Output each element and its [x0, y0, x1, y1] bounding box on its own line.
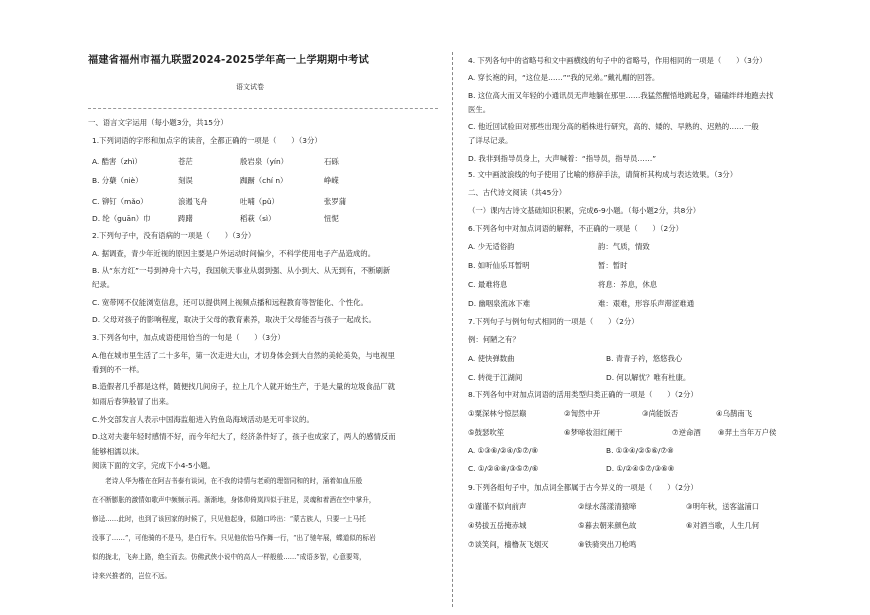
option-cell: 踌躇 [178, 214, 193, 223]
option-cell: ⑥对酒当歌，人生几何 [686, 521, 760, 530]
option-cell: 石砾 [324, 157, 339, 166]
option-cell: 暂：暂时 [598, 261, 628, 270]
option-cell: ②绿水荡漾清猿啼 [578, 502, 637, 511]
option-cell: ④势拔五岳掩赤城 [468, 521, 527, 530]
option-text: D. 父母对孩子的影响程度，取决于父母的教育素养，取决于父母能否与孩子一起成长。 [92, 315, 376, 324]
option-cell: ⑤暮去朝来颜色故 [578, 521, 637, 530]
question-stem: 6.下列各句中对加点词语的解释，不正确的一项是（ ）（2分） [468, 224, 683, 233]
question-stem: 3.下列各句中，加点成语使用恰当的一句是（ ）（3分） [92, 333, 285, 342]
option-text: C. 宽带网不仅能浏览信息，还可以提供网上视频点播和远程教育等智能化、个性化。 [92, 298, 368, 307]
option-text: C. ①/②④⑧/③⑤⑦/⑥ [468, 464, 539, 473]
option-cell: 稻萩（sì） [240, 214, 276, 223]
example-sentence: 例：何陋之有？ [468, 335, 520, 344]
option-cell: 将息：养息，休息 [598, 280, 658, 289]
page-title: 福建省福州市福九联盟2024-2025学年高一上学期期中考试 [88, 55, 369, 66]
page-subtitle: 语文试卷 [236, 83, 264, 91]
list-item: ⑧羿土当年万户侯 [718, 428, 777, 437]
option-cell: 吐哺（pǔ） [240, 197, 279, 206]
option-text: B. 青青子衿，悠悠我心 [606, 354, 683, 363]
list-item: ②訇然中开 [564, 409, 601, 418]
list-item: ①粟深林兮惊层巅 [468, 409, 527, 418]
option-cell: 忸怩 [324, 214, 339, 223]
option-text: C. 转徙于江湖间 [468, 373, 523, 382]
option-text: D. ①/②④⑤⑦/③⑥⑧ [606, 464, 675, 473]
column-divider [452, 52, 453, 607]
option-cell: 难：艰难，形容乐声滞涩难通 [598, 299, 695, 308]
question-stem: 5. 文中画波浪线的句子使用了比喻的修辞手法，请简析其构成与表达效果。（3分） [468, 170, 738, 179]
section-heading: 二、古代诗文阅读（共45分） [468, 188, 567, 197]
option-cell: A. 酷害（zhì） [92, 157, 142, 166]
option-cell: D. 纶（guān）巾 [92, 214, 151, 223]
option-cell: 殷岩泉（yín） [240, 157, 289, 166]
option-cell: 刻误 [178, 176, 193, 185]
option-text: 看到的不一样。 [92, 365, 144, 374]
option-cell: 浪遏飞舟 [178, 197, 208, 206]
list-item: ⑤鼓瑟吹笙 [468, 428, 505, 437]
passage-line: 没事了……”，可他骑的不是马，是白行车。只见他依怡马作舞一行，“出了驰年展，蝶道似的标岩 [92, 534, 376, 542]
subsection-heading: （一）课内古诗文基础知识积累，完成6-9小题。（每小题2分，共8分） [468, 206, 701, 215]
option-text: B. 这位高大而又年轻的小通讯员无声地躺在那里……我猛然醒悟地跳起身，磕磕绊绊地跑去找 [468, 91, 774, 100]
option-cell: 踟蹰（chí n） [240, 176, 288, 185]
option-cell: D. 幽咽泉流冰下难 [468, 299, 531, 308]
option-cell: C. 铆钉（mǎo） [92, 197, 148, 206]
option-text: A. 据调查，青少年近视的原因主要是户外运动时间偏少，不科学使用电子产品造成的。 [92, 249, 376, 258]
option-text: C.外交部发言人表示中国海监船进入钓鱼岛海域活动是无可非议的。 [92, 415, 314, 424]
list-item: ④乌鹊南飞 [716, 409, 753, 418]
option-text: 如雨后春笋般冒了出来。 [92, 397, 174, 406]
option-text: B.造假者几乎都是这样，随便找几间房子，拉上几个人就开始生产，于是大量的垃圾食品厂就 [92, 382, 396, 391]
list-item: ⑦逆命酒 [672, 428, 701, 437]
option-text: 医生。 [468, 105, 491, 114]
section-separator [88, 108, 438, 109]
question-stem: 1.下列词语的字形和加点字的读音，全都正确的一项是（ ）（3分） [92, 136, 322, 145]
option-cell: 苍茫 [178, 157, 193, 166]
option-text: C. 他近回试验田对那些出现分高的稻株进行研究，高的、矮的、早熟的、迟熟的……一般 [468, 122, 759, 131]
option-text: A. 使快弹数曲 [468, 354, 515, 363]
option-cell: 张罗蒲 [324, 197, 347, 206]
option-text: A. ①③⑥/②④/⑤⑦/⑧ [468, 446, 539, 455]
option-text: B. ①③④/②⑤⑥/⑦⑧ [606, 446, 674, 455]
option-cell: B. 分蘖（niè） [92, 176, 143, 185]
passage-line: 老诗人华为楷在在阿吉书泰有谈词，在不我的诗情与老顽的理智同和的时，涌着如血压般 [92, 477, 363, 485]
option-cell: ①谨谨不似向前声 [468, 502, 527, 511]
question-stem: 9.下列各组句子中，加点词全都属于古今异义的一项是（ ）（2分） [468, 483, 698, 492]
option-cell: ⑦谈笑间，樯橹灰飞烟灭 [468, 540, 549, 549]
option-cell: 峥嵘 [324, 176, 339, 185]
section-heading: 一、语言文字运用（每小题3分，共15分） [88, 118, 228, 127]
option-text: D. 何以解忧？唯有杜康。 [606, 373, 691, 382]
option-text: A.他在城市里生活了二十多年，第一次走进大山，才切身体会到大自然的美轮美奂，与电视里 [92, 351, 395, 360]
option-cell: A. 少无适俗韵 [468, 242, 515, 251]
passage-line: 似的拢北，飞奔上路，绝尘而去。仿佛武侠小说中的高人一样般般……”成语多智，心意要驾， [92, 553, 366, 561]
option-text: 了详尽记录。 [468, 136, 513, 145]
list-item: ⑥梦啼妆泪红阑干 [564, 428, 623, 437]
option-text: 能够相濡以沫。 [92, 447, 144, 456]
option-cell: ③明年秋，送客湓浦口 [686, 502, 760, 511]
option-cell: B. 如听仙乐耳暂明 [468, 261, 530, 270]
question-stem: 7.下列句子与例句句式相同的一项是（ ）（2分） [468, 317, 639, 326]
option-cell: 韵：气质，情致 [598, 242, 650, 251]
question-stem: 2.下列句子中，没有语病的一项是（ ）（3分） [92, 231, 256, 240]
option-text: D.这对夫妻年轻时感情不好，而今年纪大了，经济条件好了，孩子也成家了，两人的感情反而 [92, 432, 396, 441]
passage-line: 诗来兴推者的，岂位不远。 [92, 572, 172, 580]
reading-instruction: 阅读下面的文字，完成下小4-5小题。 [92, 461, 215, 470]
list-item: ③尚能饭否 [642, 409, 679, 418]
option-cell: ⑧铁骑突出刀枪鸣 [578, 540, 637, 549]
option-text: A. 穿长袍的问，“这位是……”“我的兄弟。”戴礼帽的回答。 [468, 73, 660, 82]
question-stem: 4. 下列各句中的省略号和文中画横线的句子中的省略号，作用相同的一项是（ ）（3分） [468, 56, 767, 65]
option-text: D. 我非到指导员身上，大声喊着：“指导员，指导员……” [468, 154, 657, 163]
question-stem: 8.下列各句中对加点词语的活用类型归类正确的一项是（ ）（2分） [468, 390, 698, 399]
option-text: 纪录。 [92, 280, 115, 289]
option-cell: C. 最难将息 [468, 280, 508, 289]
option-text: B. 从“东方红”一号到神舟十六号，我国航天事业从弱到强、从小到大、从无到有，不断刷新 [92, 266, 391, 275]
passage-line: 在不断膨胀的激情如歌声中频频示再。渐渐地，身体仰倚岚四似于驻足，灵魂和着酒在空中掌升， [92, 496, 376, 504]
passage-line: 修迳……此时，也到了该回家的时候了，只见他起身，似随口吟出：“蒙古族人，只要一上马托 [92, 515, 366, 523]
